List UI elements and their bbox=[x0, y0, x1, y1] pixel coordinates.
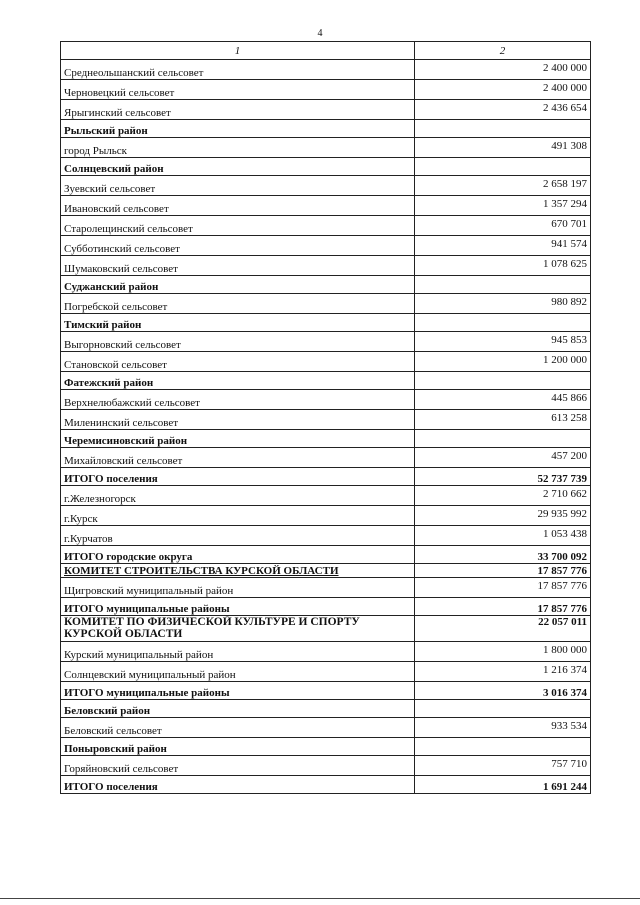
row-amount: 670 701 bbox=[415, 216, 591, 236]
row-name: Миленинский сельсовет bbox=[61, 410, 415, 430]
table-row bbox=[61, 80, 591, 100]
row-amount: 1 800 000 bbox=[415, 642, 591, 662]
row-amount: 757 710 bbox=[415, 756, 591, 776]
row-amount: 2 658 197 bbox=[415, 176, 591, 196]
row-name: Старолещинский сельсовет bbox=[61, 216, 415, 236]
row-amount: 2 710 662 bbox=[415, 486, 591, 506]
row-name: Горяйновский сельсовет bbox=[61, 756, 415, 776]
row-amount: 1 691 244 bbox=[415, 776, 591, 794]
row-name: Поныровский район bbox=[61, 738, 415, 756]
row-amount bbox=[415, 738, 591, 756]
table-row bbox=[61, 526, 591, 546]
table-row-section bbox=[61, 700, 591, 718]
table-row-section bbox=[61, 314, 591, 332]
row-amount: 1 216 374 bbox=[415, 662, 591, 682]
row-amount bbox=[415, 430, 591, 448]
row-amount: 33 700 092 bbox=[415, 546, 591, 564]
row-name: Верхнелюбажский сельсовет bbox=[61, 390, 415, 410]
row-name: г.Курск bbox=[61, 506, 415, 526]
row-amount: 613 258 bbox=[415, 410, 591, 430]
table-row-committee bbox=[61, 564, 591, 578]
row-name: Среднеольшанский сельсовет bbox=[61, 60, 415, 80]
row-amount: 457 200 bbox=[415, 448, 591, 468]
table-row bbox=[61, 718, 591, 738]
row-amount bbox=[415, 120, 591, 138]
column-header-name: 1 bbox=[61, 42, 415, 60]
row-amount: 1 078 625 bbox=[415, 256, 591, 276]
table-row bbox=[61, 256, 591, 276]
row-name: город Рыльск bbox=[61, 138, 415, 158]
row-name: ИТОГО городские округа bbox=[61, 546, 415, 564]
row-amount: 17 857 776 bbox=[415, 564, 591, 578]
table-row-committee bbox=[61, 616, 591, 642]
table-row-section bbox=[61, 276, 591, 294]
row-name: Шумаковский сельсовет bbox=[61, 256, 415, 276]
table-row bbox=[61, 176, 591, 196]
table-row bbox=[61, 60, 591, 80]
row-name: Ивановский сельсовет bbox=[61, 196, 415, 216]
table-row bbox=[61, 448, 591, 468]
row-name: Черновецкий сельсовет bbox=[61, 80, 415, 100]
table-row bbox=[61, 756, 591, 776]
table-row bbox=[61, 196, 591, 216]
row-name: КОМИТЕТ СТРОИТЕЛЬСТВА КУРСКОЙ ОБЛАСТИ bbox=[61, 564, 415, 578]
table-row bbox=[61, 100, 591, 120]
row-name: КОМИТЕТ ПО ФИЗИЧЕСКОЙ КУЛЬТУРЕ И СПОРТУ КУРСКОЙ ОБЛАСТИ bbox=[61, 616, 415, 642]
table-row-section bbox=[61, 120, 591, 138]
row-name: Ярыгинский сельсовет bbox=[61, 100, 415, 120]
table-row bbox=[61, 332, 591, 352]
row-amount: 22 057 011 bbox=[415, 616, 591, 642]
table-row bbox=[61, 410, 591, 430]
table-row bbox=[61, 506, 591, 526]
table-row bbox=[61, 352, 591, 372]
row-amount bbox=[415, 276, 591, 294]
table-row bbox=[61, 486, 591, 506]
table-row bbox=[61, 578, 591, 598]
row-amount: 445 866 bbox=[415, 390, 591, 410]
row-name: ИТОГО поселения bbox=[61, 776, 415, 794]
row-amount: 980 892 bbox=[415, 294, 591, 314]
table-row-total bbox=[61, 776, 591, 794]
row-name: Курский муниципальный район bbox=[61, 642, 415, 662]
row-name: Черемисиновский район bbox=[61, 430, 415, 448]
column-header-amount: 2 bbox=[415, 42, 591, 60]
table-row bbox=[61, 138, 591, 158]
row-amount: 17 857 776 bbox=[415, 578, 591, 598]
row-name: г.Курчатов bbox=[61, 526, 415, 546]
row-amount: 1 357 294 bbox=[415, 196, 591, 216]
row-amount: 3 016 374 bbox=[415, 682, 591, 700]
row-name: Беловский сельсовет bbox=[61, 718, 415, 738]
table-row bbox=[61, 390, 591, 410]
row-name: Выгорновский сельсовет bbox=[61, 332, 415, 352]
row-amount: 2 400 000 bbox=[415, 80, 591, 100]
row-name: ИТОГО поселения bbox=[61, 468, 415, 486]
row-name: Становской сельсовет bbox=[61, 352, 415, 372]
row-amount: 2 400 000 bbox=[415, 60, 591, 80]
row-amount: 945 853 bbox=[415, 332, 591, 352]
row-amount bbox=[415, 700, 591, 718]
table-row-section bbox=[61, 738, 591, 756]
table-row-section bbox=[61, 372, 591, 390]
row-name: Михайловский сельсовет bbox=[61, 448, 415, 468]
table-row-section bbox=[61, 158, 591, 176]
row-name: Субботинский сельсовет bbox=[61, 236, 415, 256]
budget-table bbox=[60, 41, 591, 794]
row-name: ИТОГО муниципальные районы bbox=[61, 682, 415, 700]
table-row-total bbox=[61, 468, 591, 486]
page-number: 4 bbox=[317, 28, 323, 39]
table-row bbox=[61, 294, 591, 314]
row-amount: 52 737 739 bbox=[415, 468, 591, 486]
row-name: Беловский район bbox=[61, 700, 415, 718]
table-row bbox=[61, 236, 591, 256]
row-amount: 1 053 438 bbox=[415, 526, 591, 546]
table-header-row bbox=[61, 42, 591, 60]
row-amount: 933 534 bbox=[415, 718, 591, 738]
row-amount bbox=[415, 314, 591, 332]
table-row bbox=[61, 642, 591, 662]
table-row-section bbox=[61, 430, 591, 448]
row-amount: 1 200 000 bbox=[415, 352, 591, 372]
row-amount bbox=[415, 372, 591, 390]
row-name: Солнцевский район bbox=[61, 158, 415, 176]
table-row-total bbox=[61, 682, 591, 700]
table-row bbox=[61, 662, 591, 682]
row-name: Суджанский район bbox=[61, 276, 415, 294]
row-amount bbox=[415, 158, 591, 176]
table-row-total bbox=[61, 546, 591, 564]
row-name: г.Железногорск bbox=[61, 486, 415, 506]
row-name: Зуевский сельсовет bbox=[61, 176, 415, 196]
row-amount: 491 308 bbox=[415, 138, 591, 158]
row-amount: 17 857 776 bbox=[415, 598, 591, 616]
row-amount: 941 574 bbox=[415, 236, 591, 256]
row-amount: 29 935 992 bbox=[415, 506, 591, 526]
row-name: Рыльский район bbox=[61, 120, 415, 138]
table-row-total bbox=[61, 598, 591, 616]
page-bottom-rule bbox=[0, 898, 640, 899]
table-row bbox=[61, 216, 591, 236]
row-amount: 2 436 654 bbox=[415, 100, 591, 120]
row-name: Фатежский район bbox=[61, 372, 415, 390]
row-name: ИТОГО муниципальные районы bbox=[61, 598, 415, 616]
row-name: Щигровский муниципальный район bbox=[61, 578, 415, 598]
row-name: Тимский район bbox=[61, 314, 415, 332]
row-name: Солнцевский муниципальный район bbox=[61, 662, 415, 682]
row-name: Погребской сельсовет bbox=[61, 294, 415, 314]
